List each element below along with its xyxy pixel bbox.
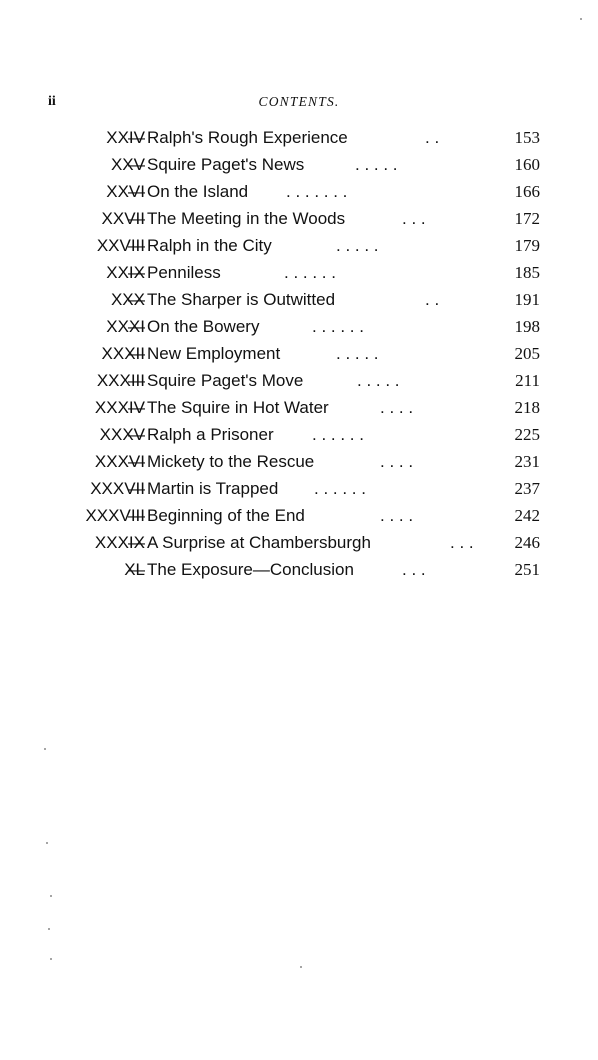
- toc-entry: [0, 290, 598, 317]
- chapter-title: The Meeting in the Woods: [147, 209, 346, 228]
- paper-speck: [50, 958, 52, 960]
- chapter-page: 205: [514, 344, 540, 363]
- paper-speck: [44, 748, 46, 750]
- leader-dots: . . . . .: [336, 236, 379, 255]
- chapter-page: 198: [514, 317, 540, 336]
- chapter-page: 251: [514, 560, 540, 579]
- chapter-title: Beginning of the End: [147, 506, 305, 525]
- toc-entry: [0, 317, 598, 344]
- chapter-title: Ralph in the City: [147, 236, 272, 255]
- chapter-title: Penniless: [147, 263, 221, 282]
- chapter-page: 246: [514, 533, 540, 552]
- chapter-numeral: XXIX: [106, 263, 145, 282]
- chapter-numeral: XXX: [110, 290, 145, 309]
- toc-entry: [0, 209, 598, 236]
- chapter-numeral: XXXI: [106, 317, 145, 336]
- leader-dots: . . . . .: [357, 371, 400, 390]
- leader-dots: . . . . . .: [312, 317, 364, 336]
- toc-entry: [0, 560, 598, 587]
- toc-entry: [0, 263, 598, 290]
- chapter-numeral: XXXIV: [94, 398, 145, 417]
- leader-dots: . . . .: [380, 506, 414, 525]
- toc-entry: [0, 155, 598, 182]
- leader-dots: . . .: [450, 533, 474, 552]
- chapter-page: 231: [514, 452, 540, 471]
- chapter-title: Mickety to the Rescue: [147, 452, 315, 471]
- leader-dots: . . . . . .: [314, 479, 366, 498]
- paper-speck: [50, 895, 52, 897]
- leader-dots: . . . . .: [355, 155, 398, 174]
- chapter-title: Ralph a Prisoner: [147, 425, 274, 444]
- chapter-page: 166: [514, 182, 540, 201]
- chapter-page: 172: [514, 209, 540, 228]
- chapter-page: 211: [515, 371, 540, 390]
- toc-entry: [0, 452, 598, 479]
- chapter-numeral: XXXIII: [96, 371, 145, 390]
- chapter-title: The Sharper is Outwitted: [147, 290, 336, 309]
- chapter-title: The Exposure—Conclusion: [147, 560, 354, 579]
- chapter-title: New Employment: [147, 344, 281, 363]
- chapter-numeral: XXXVI: [94, 452, 145, 471]
- chapter-numeral: XXXII: [101, 344, 145, 363]
- chapter-title: Ralph's Rough Experience: [147, 128, 348, 147]
- chapter-page: 237: [514, 479, 540, 498]
- leader-dots: . .: [425, 290, 440, 309]
- toc-entry: [0, 533, 598, 560]
- chapter-title: On the Bowery: [147, 317, 260, 336]
- paper-speck: [46, 842, 48, 844]
- chapter-numeral: XXVI: [106, 182, 145, 201]
- toc-entry: [0, 128, 598, 155]
- chapter-numeral: XXXIX: [94, 533, 145, 552]
- chapter-numeral: XL: [124, 560, 145, 579]
- paper-speck: [300, 966, 302, 968]
- leader-dots: . . . .: [380, 452, 414, 471]
- chapter-page: 160: [514, 155, 540, 174]
- toc-entry: [0, 506, 598, 533]
- chapter-page: 225: [514, 425, 540, 444]
- toc-entry: [0, 344, 598, 371]
- chapter-numeral: XXVII: [101, 209, 145, 228]
- leader-dots: . . .: [402, 209, 426, 228]
- running-head: CONTENTS.: [258, 94, 340, 109]
- leader-dots: . . . .: [380, 398, 414, 417]
- toc-entry: [0, 398, 598, 425]
- leader-dots: . . . . . .: [312, 425, 364, 444]
- paper-speck: [580, 18, 582, 20]
- chapter-page: 218: [514, 398, 540, 417]
- paper-speck: [48, 928, 50, 930]
- chapter-title: Martin is Trapped: [147, 479, 279, 498]
- chapter-title: On the Island: [147, 182, 249, 201]
- toc-entry: [0, 182, 598, 209]
- chapter-numeral: XXIV: [106, 128, 145, 147]
- toc-entry: [0, 425, 598, 452]
- chapter-title: A Surprise at Chambersburgh: [147, 533, 371, 552]
- chapter-page: 153: [514, 128, 540, 147]
- chapter-numeral: XXXV: [99, 425, 145, 444]
- page-number: ii: [48, 94, 56, 109]
- chapter-page: 179: [514, 236, 540, 255]
- leader-dots: . . . . .: [336, 344, 379, 363]
- chapter-page: 185: [514, 263, 540, 282]
- chapter-title: Squire Paget's Move: [147, 371, 304, 390]
- toc-entry: [0, 236, 598, 263]
- leader-dots: . .: [425, 128, 440, 147]
- chapter-page: 242: [514, 506, 540, 525]
- chapter-numeral: XXXVII: [90, 479, 145, 498]
- leader-dots: . . . . . .: [284, 263, 336, 282]
- leader-dots: . . .: [402, 560, 426, 579]
- chapter-title: The Squire in Hot Water: [147, 398, 329, 417]
- chapter-title: Squire Paget's News: [147, 155, 305, 174]
- chapter-page: 191: [514, 290, 540, 309]
- chapter-numeral: XXVIII: [96, 236, 145, 255]
- chapter-numeral: XXV: [110, 155, 145, 174]
- chapter-numeral: XXXVIII: [85, 506, 145, 525]
- toc-entry: [0, 371, 598, 398]
- leader-dots: . . . . . . .: [286, 182, 348, 201]
- toc-entry: [0, 479, 598, 506]
